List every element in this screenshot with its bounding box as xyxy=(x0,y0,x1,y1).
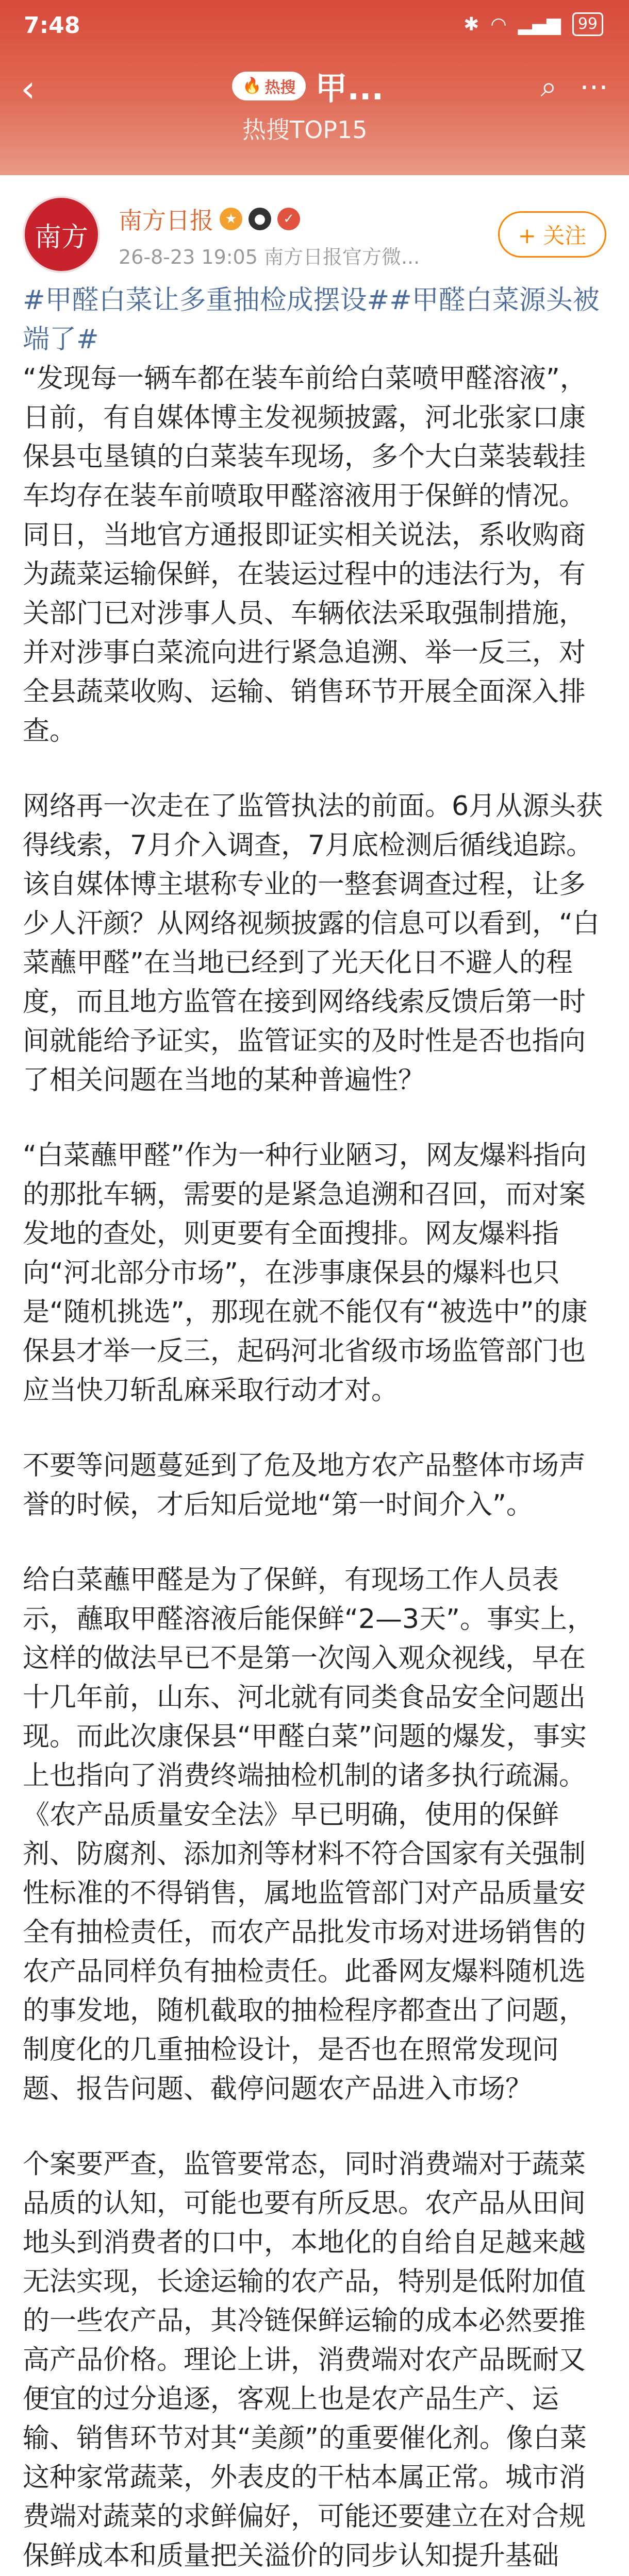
flame-icon: 🔥 xyxy=(242,77,262,95)
nav-actions xyxy=(541,70,608,104)
nav-title-row xyxy=(232,63,384,109)
author-row[interactable] xyxy=(119,202,300,236)
post-meta: 26-8-23 19:05 南方日报官方微... xyxy=(119,246,420,268)
more-options-icon[interactable]: ⋯ xyxy=(580,70,608,104)
verified-badge-icon: ✓ xyxy=(277,208,300,230)
status-icons xyxy=(464,12,603,36)
nav-bar xyxy=(0,49,629,173)
search-icon[interactable]: ⌕ xyxy=(540,70,557,104)
follow-button[interactable]: + 关注 xyxy=(498,211,606,258)
hot-search-pill xyxy=(232,72,306,100)
paragraph-text: “发现每一辆车都在装车前给白菜喷甲醛溶液”，日前，有自媒体博主发视频披露，河北张家口康保县屯垦镇的白菜装车现场，多个大白菜装载挂车均存在装车前喷取甲醛溶液用于保鲜的情况。同日，当地官方通报即证实相关说法，系收购商为蔬菜运输保鲜，在装运过程中的违法行为，有关部门已对涉事人员、车辆依法采取强制措施，并对涉事白菜流向进行紧急追溯、举一反三，对全县蔬菜收购、运输、销售环节开展全面深入排查。 xyxy=(23,363,587,747)
post-paragraph: 网络再一次走在了监管执法的前面。6月从源头获得线索，7月介入调查，7月底检测后循线追踪。该自媒体博主堪称专业的一整套调查过程，让多少人汗颜？从网络视频披露的信息可以看到，“白菜蘸甲醛”在当地已经到了光天化日不避人的程度，而且地方监管在接到网络线索反馈后第一时间就能给予证实，监管证实的及时性是否也指向了相关问题在当地的某种普遍性？ xyxy=(23,791,603,1096)
post-paragraph: “白菜蘸甲醛”作为一种行业陋习，网友爆料指向的那批车辆，需要的是紧急追溯和召回，而对案发地的查处，则更要有全面搜排。网友爆料指向“河北部分市场”，在涉事康保县的爆料也只是“随机挑选”，那现在就不能仅有“被选中”的康保县才举一反三，起码河北省级市场监管部门也应当快刀斩乱麻采取行动才对。 xyxy=(23,1140,588,1406)
nav-title: 甲... xyxy=(315,70,384,107)
wifi-icon: ◠ xyxy=(490,13,507,35)
topic-link[interactable]: #甲醛白菜源头被端了# xyxy=(23,285,600,355)
back-arrow-icon[interactable]: ‹ xyxy=(21,67,36,110)
level-badge-icon: ★ xyxy=(220,208,242,230)
post-body xyxy=(23,281,605,2576)
bluetooth-icon: ✱ xyxy=(464,13,479,35)
post-paragraph: 给白菜蘸甲醛是为了保鲜，有现场工作人员表示，蘸取甲醛溶液后能保鲜“2—3天”。事实上，这样的做法早已不是第一次闯入观众视线，早在十几年前，山东、河北就有同类食品安全问题出现。而此次康保县“甲醛白菜”问题的爆发，事实上也指向了消费终端抽检机制的诸多执行疏漏。《农产品质量安全法》早已明确，使用的保鲜剂、防腐剂、添加剂等材料不符合国家有关强制性标准的不得销售，属地监管部门对产品质量安全有抽检责任，而农产品批发市场对进场销售的农产品同样负有抽检责任。此番网友爆料随机选的事发地，随机截取的抽检程序都查出了问题，制度化的几重抽检设计，是否也在照常发现问题、报告问题、截停问题农产品进入市场？ xyxy=(23,1565,594,2105)
battery-icon: 99 xyxy=(572,12,603,36)
status-time: 7:48 xyxy=(24,12,80,39)
nav-subtitle: 热搜TOP15 xyxy=(242,116,368,144)
author-name: 南方日报 xyxy=(119,207,213,234)
panda-badge-icon: ● xyxy=(249,208,271,230)
top-header xyxy=(0,0,629,175)
topic-link[interactable]: #甲醛白菜让多重抽检成摆设# xyxy=(23,285,390,316)
avatar[interactable] xyxy=(23,196,100,273)
post-paragraph xyxy=(23,281,605,751)
signal-icon: ▂▄▆ xyxy=(518,13,561,35)
post-paragraph: 不要等问题蔓延到了危及地方农产品整体市场声誉的时候，才后知后觉地“第一时间介入”。 xyxy=(23,1450,586,1520)
avatar-logo-text: 南方 xyxy=(34,222,88,253)
status-bar xyxy=(0,0,629,49)
hot-pill-label: 热搜 xyxy=(264,78,296,97)
post-paragraph: 个案要严查，监管要常态，同时消费端对于蔬菜品质的认知，可能也要有所反思。农产品从田间地头到消费者的口中，本地化的自给自足越来越无法实现，长途运输的农产品，特别是低附加值的一些农产品，其冷链保鲜运输的成本必然要推高产品价格。理论上讲，消费端对农产品既耐又便宜的过分追逐，客观上也是农产品生产、运输、销售环节对其“美颜”的重要催化剂。像白菜这种家常蔬菜，外表皮的干枯本属正常。城市消费端对蔬菜的求鲜偏好，可能还要建立在对合规保鲜成本和质量把关溢价的同步认知提升基础 xyxy=(23,2149,587,2571)
